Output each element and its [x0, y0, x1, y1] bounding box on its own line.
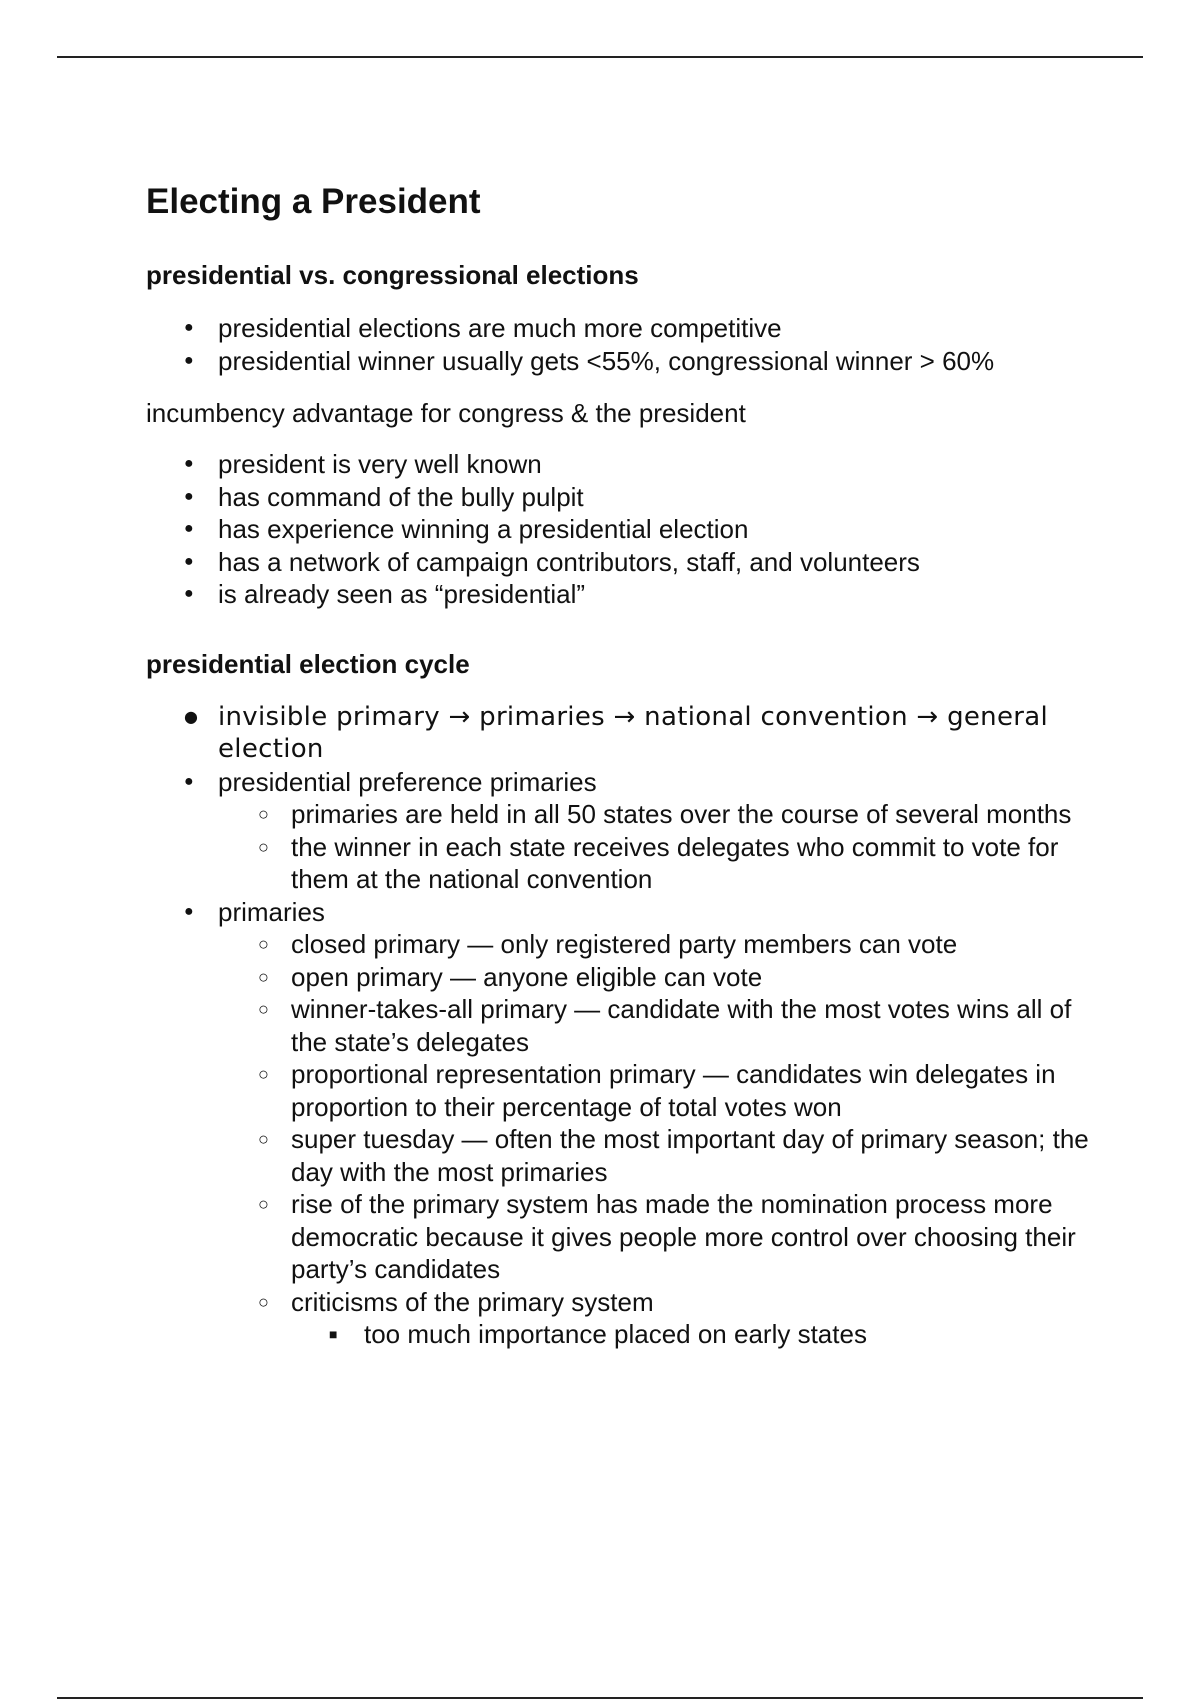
list-item: ○ the winner in each state receives delegates who commit to vote for them at the national convention — [218, 831, 1106, 896]
preference-primaries-label: presidential preference primaries — [218, 766, 597, 797]
list-item: ● president is very well known — [146, 448, 1106, 481]
preference-primaries-sublist — [146, 798, 1106, 896]
incumbency-list — [146, 448, 1106, 611]
page-title: Electing a President — [146, 182, 481, 221]
list-item: ○ rise of the primary system has made the nomination process more democratic because it gives people more control over choosing their party’s candidates — [218, 1188, 1106, 1286]
cycle-list — [146, 701, 1106, 1351]
document-body — [146, 176, 1106, 1351]
criticisms-label: criticisms of the primary system — [291, 1286, 654, 1317]
list-item: ○ super tuesday — often the most important day of primary season; the day with the most primaries — [218, 1123, 1106, 1188]
list-item: ● has command of the bully pulpit — [146, 481, 1106, 514]
elections-list — [146, 312, 1106, 377]
section-heading-elections: presidential vs. congressional elections — [146, 260, 639, 290]
top-rule — [57, 56, 1143, 58]
list-item: ● presidential winner usually gets <55%, congressional winner > 60% — [146, 345, 1106, 378]
section-heading-cycle: presidential election cycle — [146, 648, 470, 679]
list-item: ● has experience winning a presidential election — [146, 513, 1106, 546]
criticisms-item — [218, 1286, 1106, 1351]
list-item: ● is already seen as “presidential” — [146, 578, 1106, 611]
list-item: ○ open primary — anyone eligible can vote — [218, 961, 1106, 994]
preference-primaries-item — [146, 766, 1106, 896]
criticisms-sublist — [219, 1318, 1106, 1351]
list-item: ● has a network of campaign contributors, staff, and volunteers — [146, 546, 1106, 579]
bottom-rule — [57, 1697, 1143, 1699]
list-item: ● presidential elections are much more competitive — [146, 312, 1106, 345]
list-item: ■ too much importance placed on early states — [291, 1318, 1106, 1351]
primaries-label: primaries — [218, 896, 325, 927]
list-item: ○ primaries are held in all 50 states over the course of several months — [218, 798, 1106, 831]
list-item: ○ proportional representation primary — candidates win delegates in proportion to their percentage of total votes won — [218, 1058, 1106, 1123]
primaries-sublist — [146, 928, 1106, 1351]
list-item: ○ winner-takes-all primary — candidate with the most votes wins all of the state’s delegates — [218, 993, 1106, 1058]
primaries-item — [146, 896, 1106, 1351]
list-item: ○ closed primary — only registered party members can vote — [218, 928, 1106, 961]
cycle-sequence: ● invisible primary → primaries → national convention → general election — [146, 701, 1106, 766]
section-heading-incumbency: incumbency advantage for congress & the president — [146, 398, 746, 428]
